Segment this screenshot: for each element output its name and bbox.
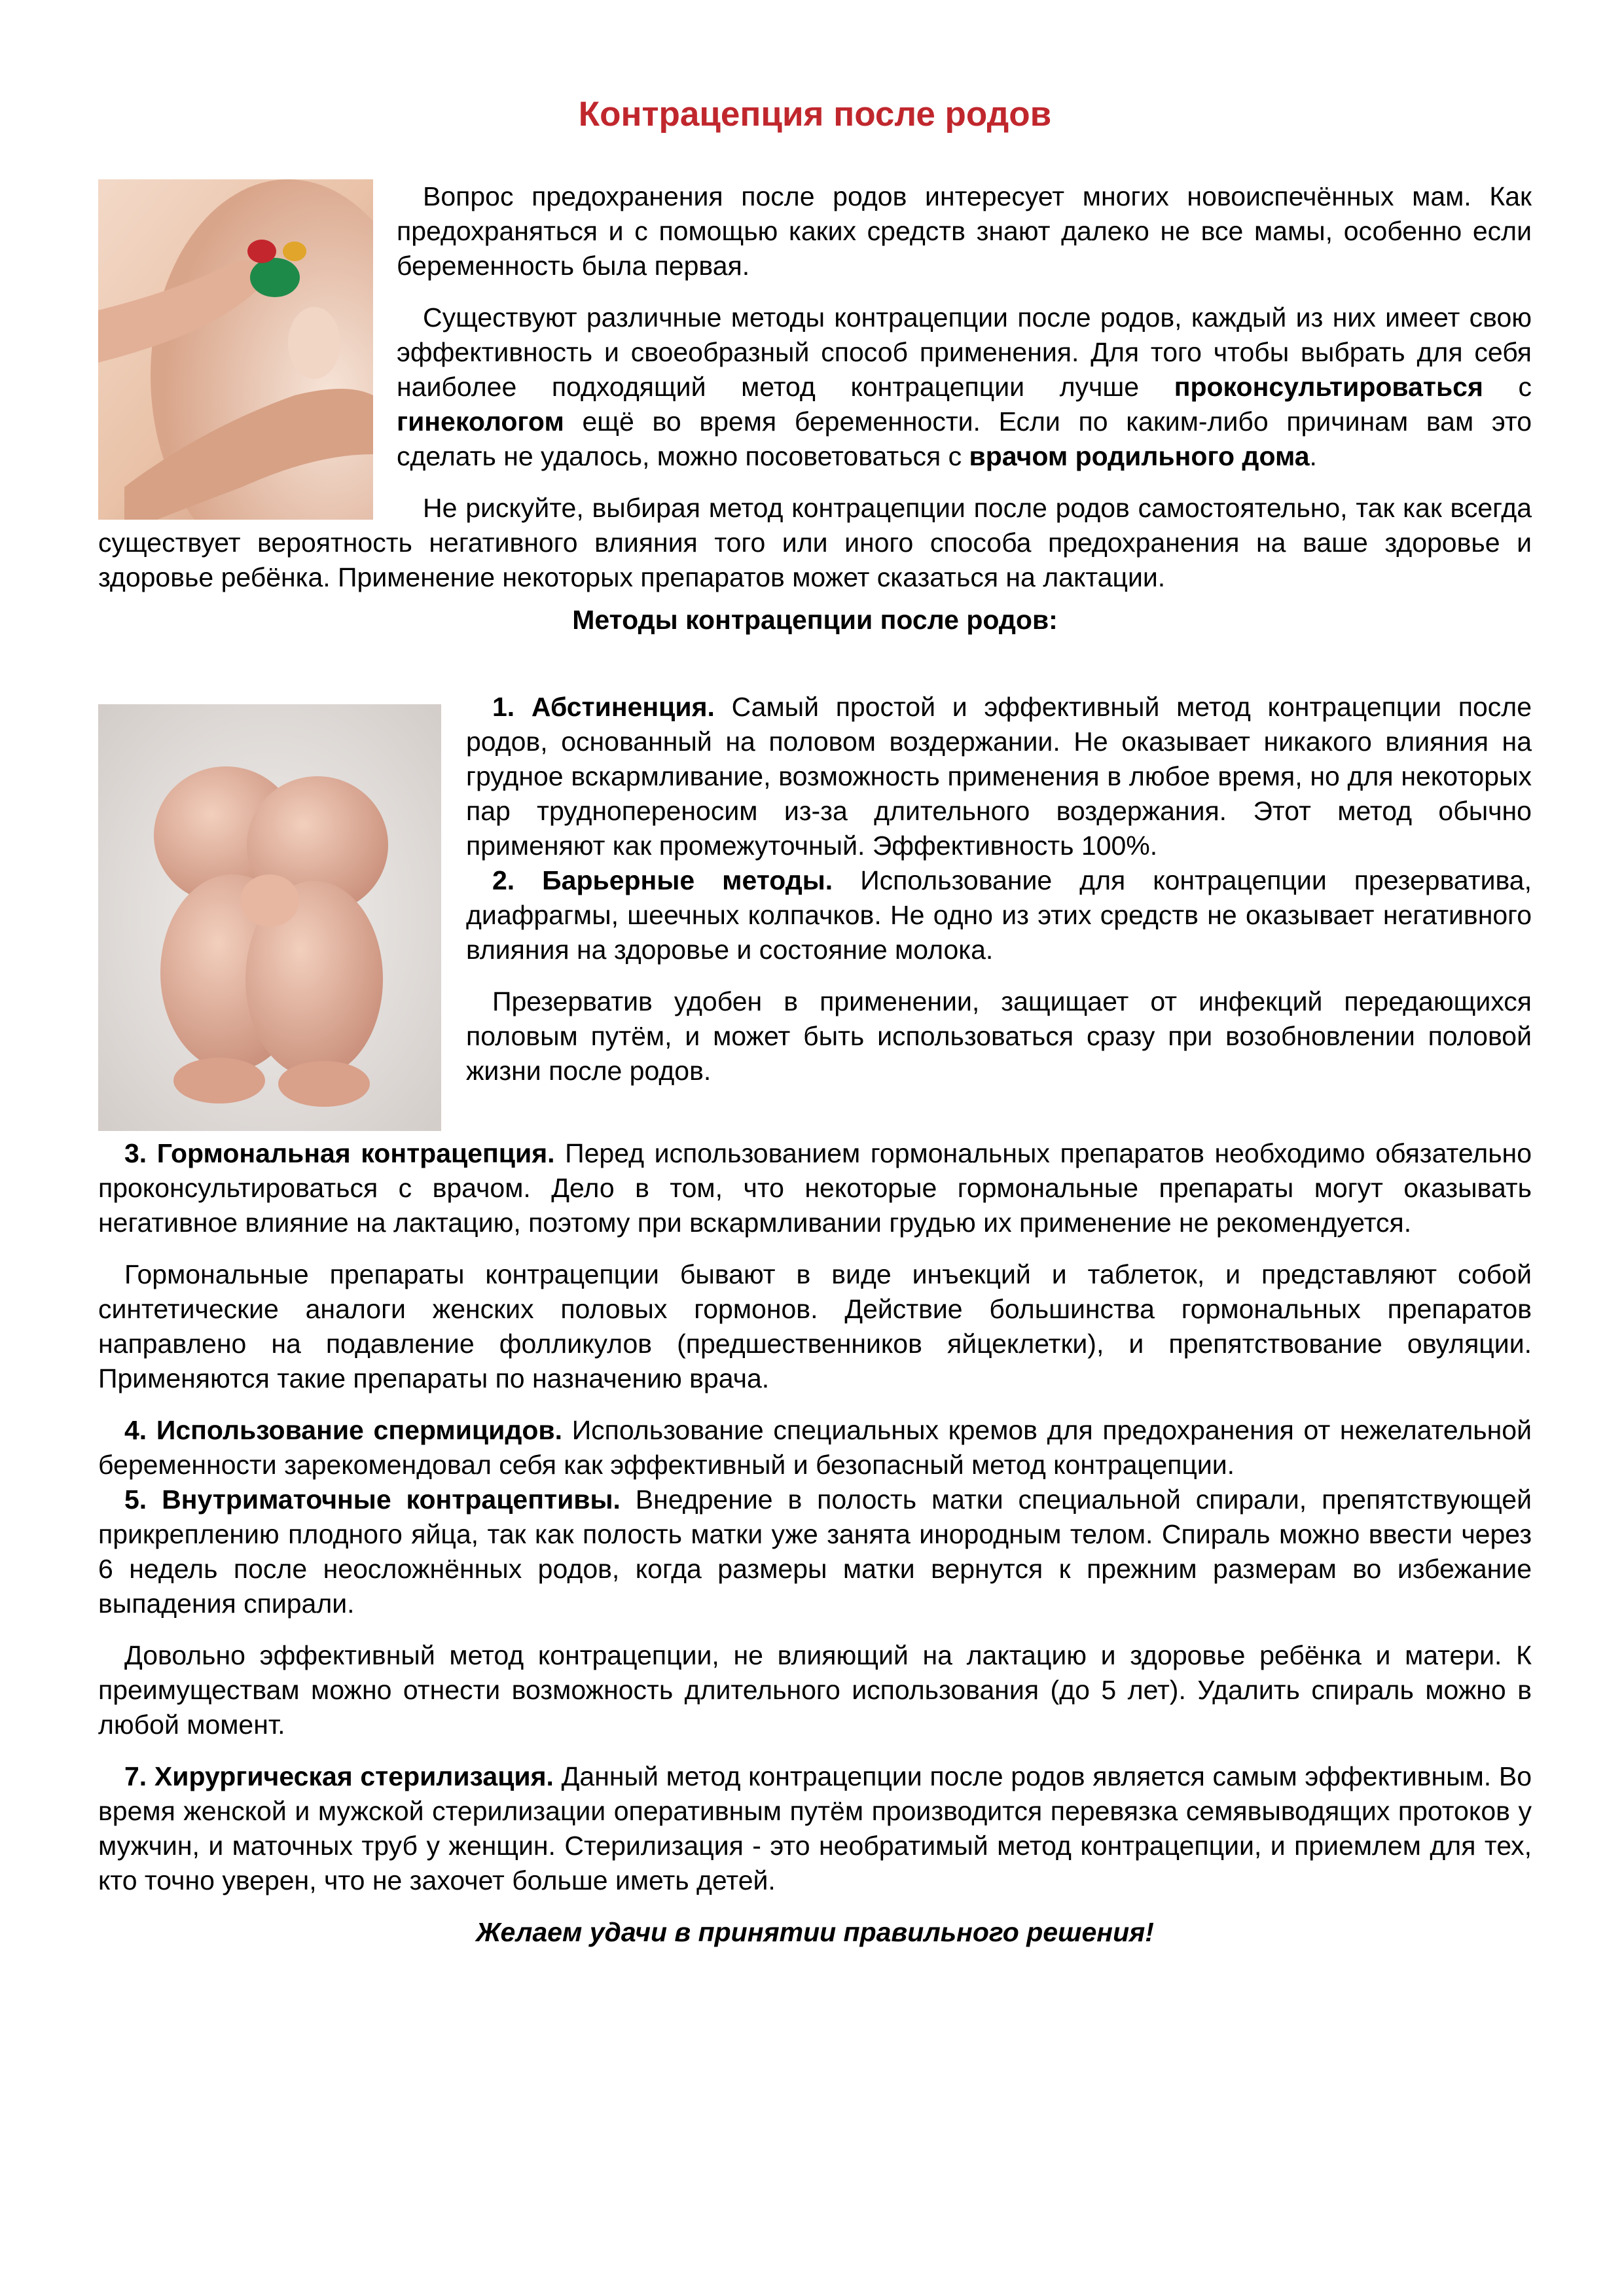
methods-block-with-photo bbox=[98, 648, 1532, 1088]
method-5-text: Внедрение в полость матки специальной спирали, препятствующей прикреплению плодного яйца, так как полость матки уже занята инородным телом. Спираль можно ввести через 6 недель после неосложнённых родов, когда размеры матки вернутся к прежним размерам во избежание выпадения спирали. bbox=[98, 1484, 1532, 1619]
intro-paragraph-1: Вопрос предохранения после родов интересует многих новоиспечённых мам. Как предохраняться и с помощью каких средств знают далеко не все мамы, особенно если беременность была первая. bbox=[397, 181, 1532, 281]
method-3-text: Перед использованием гормональных препаратов необходимо обязательно проконсультироваться с врачом. Дело в том, что некоторые гормональные препараты могут оказывать негативное влияние на лактацию, поэтому при вскармливании грудью их применение не рекомендуется. bbox=[98, 1138, 1532, 1238]
intro-p2-text-e: . bbox=[1309, 441, 1317, 471]
method-1-title: 1. Абстиненция. bbox=[492, 692, 715, 722]
document-page bbox=[98, 92, 1532, 1950]
intro-p2-text-a: Существуют различные методы контрацепции после родов, каждый из них имеет свою эффективность и своеобразный способ применения. Для того чтобы выбрать для себя наиболее подходящий метод контрацепции лучше bbox=[397, 302, 1532, 402]
hand-holding-condom-photo bbox=[98, 179, 373, 520]
method-7-sterilization bbox=[98, 1759, 1532, 1898]
method-5-paragraph-2: Довольно эффективный метод контрацепции, не влияющий на лактацию и здоровье ребёнка и матери. К преимуществам можно отнести возможность длительного использования (до 5 лет). Удалить спираль можно в любой момент. bbox=[98, 1640, 1532, 1740]
intro-p2-text-d: ещё во время беременности. Если по каким-либо причинам вам это сделать не удалось, можно посоветоваться с bbox=[397, 406, 1532, 471]
intro-p2-bold-maternity-doctor: врачом родильного дома bbox=[969, 441, 1310, 471]
methods-heading: Методы контрацепции после родов: bbox=[572, 605, 1058, 635]
intro-p2-bold-consult: проконсультироваться bbox=[1174, 372, 1483, 402]
page-title: Контрацепция после родов bbox=[578, 95, 1052, 134]
intro-paragraph-3: Не рискуйте, выбирая метод контрацепции после родов самостоятельно, так как всегда существует вероятность негативного влияния того или иного способа предохранения на ваше здоровье и здоровье ребёнка. Применение некоторых препаратов может сказаться на лактации. bbox=[98, 493, 1532, 592]
newborn-twins-photo bbox=[98, 704, 441, 1131]
method-2-paragraph-2: Презерватив удобен в применении, защищает от инфекций передающихся половым путём, и может быть использоваться сразу при возобновлении половой жизни после родов. bbox=[466, 986, 1532, 1086]
method-3-title: 3. Гормональная контрацепция. bbox=[124, 1138, 555, 1168]
method-4-text: Использование специальных кремов для предохранения от нежелательной беременности зарекомендовал себя как эффективный и безопасный метод контрацепции. bbox=[98, 1415, 1532, 1480]
method-4-title: 4. Использование спермицидов. bbox=[124, 1415, 563, 1445]
method-2-text: Использование для контрацепции презерватива, диафрагмы, шеечных колпачков. Не одно из этих средств не оказывает негативного влияния на здоровье и состояние молока. bbox=[466, 865, 1532, 965]
method-1-text: Самый простой и эффективный метод контрацепции после родов, основанный на половом воздержании. Не оказывает никакого влияния на грудное вскармливание, возможность применения в любое время, но для некоторых пар труднопереносим из-за длительного воздержания. Этот метод обычно применяют как промежуточный. Эффективность 100%. bbox=[466, 692, 1532, 861]
method-4-spermicides bbox=[98, 1413, 1532, 1482]
method-3-hormonal bbox=[98, 1136, 1532, 1240]
method-5-iud bbox=[98, 1482, 1532, 1621]
closing-wish: Желаем удачи в принятии правильного решения! bbox=[476, 1917, 1154, 1947]
method-7-text: Данный метод контрацепции после родов является самым эффективным. Во время женской и мужской стерилизации оперативным путём производится перевязка семявыводящих протоков у мужчин, и маточных труб у женщин. Стерилизация - это необратимый метод контрацепции, и приемлем для тех, кто точно уверен, что не захочет больше иметь детей. bbox=[98, 1761, 1532, 1895]
intro-p2-text-c: с bbox=[1483, 372, 1532, 402]
method-7-title: 7. Хирургическая стерилизация. bbox=[124, 1761, 554, 1791]
method-5-title: 5. Внутриматочные контрацептивы. bbox=[124, 1484, 621, 1515]
method-2-title: 2. Барьерные методы. bbox=[492, 865, 833, 895]
intro-p2-bold-gynecologist: гинекологом bbox=[397, 406, 564, 437]
method-3-paragraph-2: Гормональные препараты контрацепции бывают в виде инъекций и таблеток, и представляют собой синтетические аналоги женских половых гормонов. Действие большинства гормональных препаратов направлено на подавление фолликулов (предшественников яйцеклетки), и препятствование овуляции. Применяются такие препараты по назначению врача. bbox=[98, 1259, 1532, 1393]
